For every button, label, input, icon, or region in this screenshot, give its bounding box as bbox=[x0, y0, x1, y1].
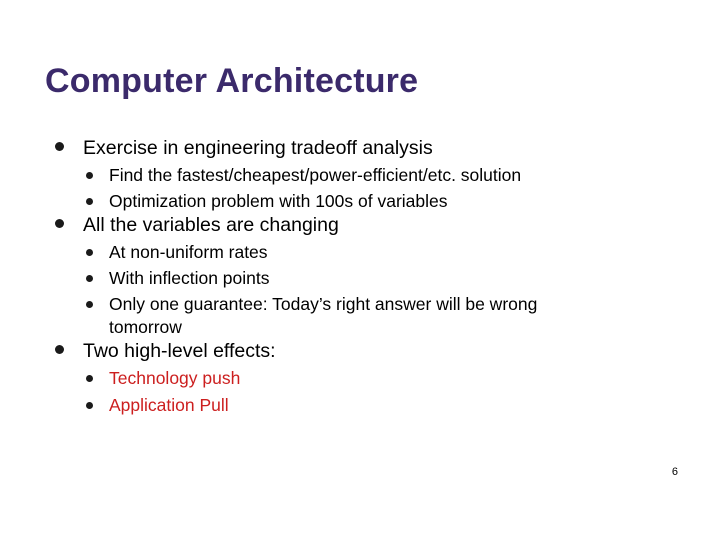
bullet-dot-icon bbox=[86, 249, 93, 256]
bullet-dot-icon bbox=[55, 345, 64, 354]
sub-bullet-item bbox=[86, 368, 240, 389]
sub-bullet-text: Only one guarantee: Today’s right answer will be wrong bbox=[109, 294, 538, 314]
sub-bullet-continuation bbox=[109, 317, 182, 338]
sub-bullet-text: Application Pull bbox=[109, 395, 229, 415]
bullet-item bbox=[55, 137, 433, 160]
sub-bullet-text: Technology push bbox=[109, 368, 241, 388]
bullet-item bbox=[55, 340, 276, 363]
sub-bullet-text: Find the fastest/cheapest/power-efficient/etc. solution bbox=[109, 165, 522, 185]
bullet-text: All the variables are changing bbox=[83, 214, 339, 236]
bullet-dot-icon bbox=[55, 219, 64, 228]
bullet-text: Exercise in engineering tradeoff analysis bbox=[83, 137, 433, 159]
bullet-dot-icon bbox=[55, 142, 64, 151]
slide-title: Computer Architecture bbox=[45, 62, 419, 100]
bullet-dot-icon bbox=[86, 172, 93, 179]
sub-bullet-text: tomorrow bbox=[109, 317, 182, 337]
bullet-dot-icon bbox=[86, 301, 93, 308]
bullet-dot-icon bbox=[86, 375, 93, 382]
sub-bullet-text: At non-uniform rates bbox=[109, 242, 268, 262]
bullet-text: Two high-level effects: bbox=[83, 340, 276, 362]
bullet-dot-icon bbox=[86, 198, 93, 205]
bullet-dot-icon bbox=[86, 402, 93, 409]
sub-bullet-item bbox=[86, 268, 270, 289]
sub-bullet-item bbox=[86, 294, 537, 315]
bullet-dot-icon bbox=[86, 275, 93, 282]
sub-bullet-item bbox=[86, 165, 521, 186]
bullet-item bbox=[55, 214, 339, 237]
sub-bullet-text: Optimization problem with 100s of variables bbox=[109, 191, 448, 211]
page-number: 6 bbox=[671, 466, 678, 478]
sub-bullet-item bbox=[86, 242, 268, 263]
sub-bullet-text: With inflection points bbox=[109, 268, 270, 288]
sub-bullet-item bbox=[86, 191, 448, 212]
sub-bullet-item bbox=[86, 395, 229, 416]
